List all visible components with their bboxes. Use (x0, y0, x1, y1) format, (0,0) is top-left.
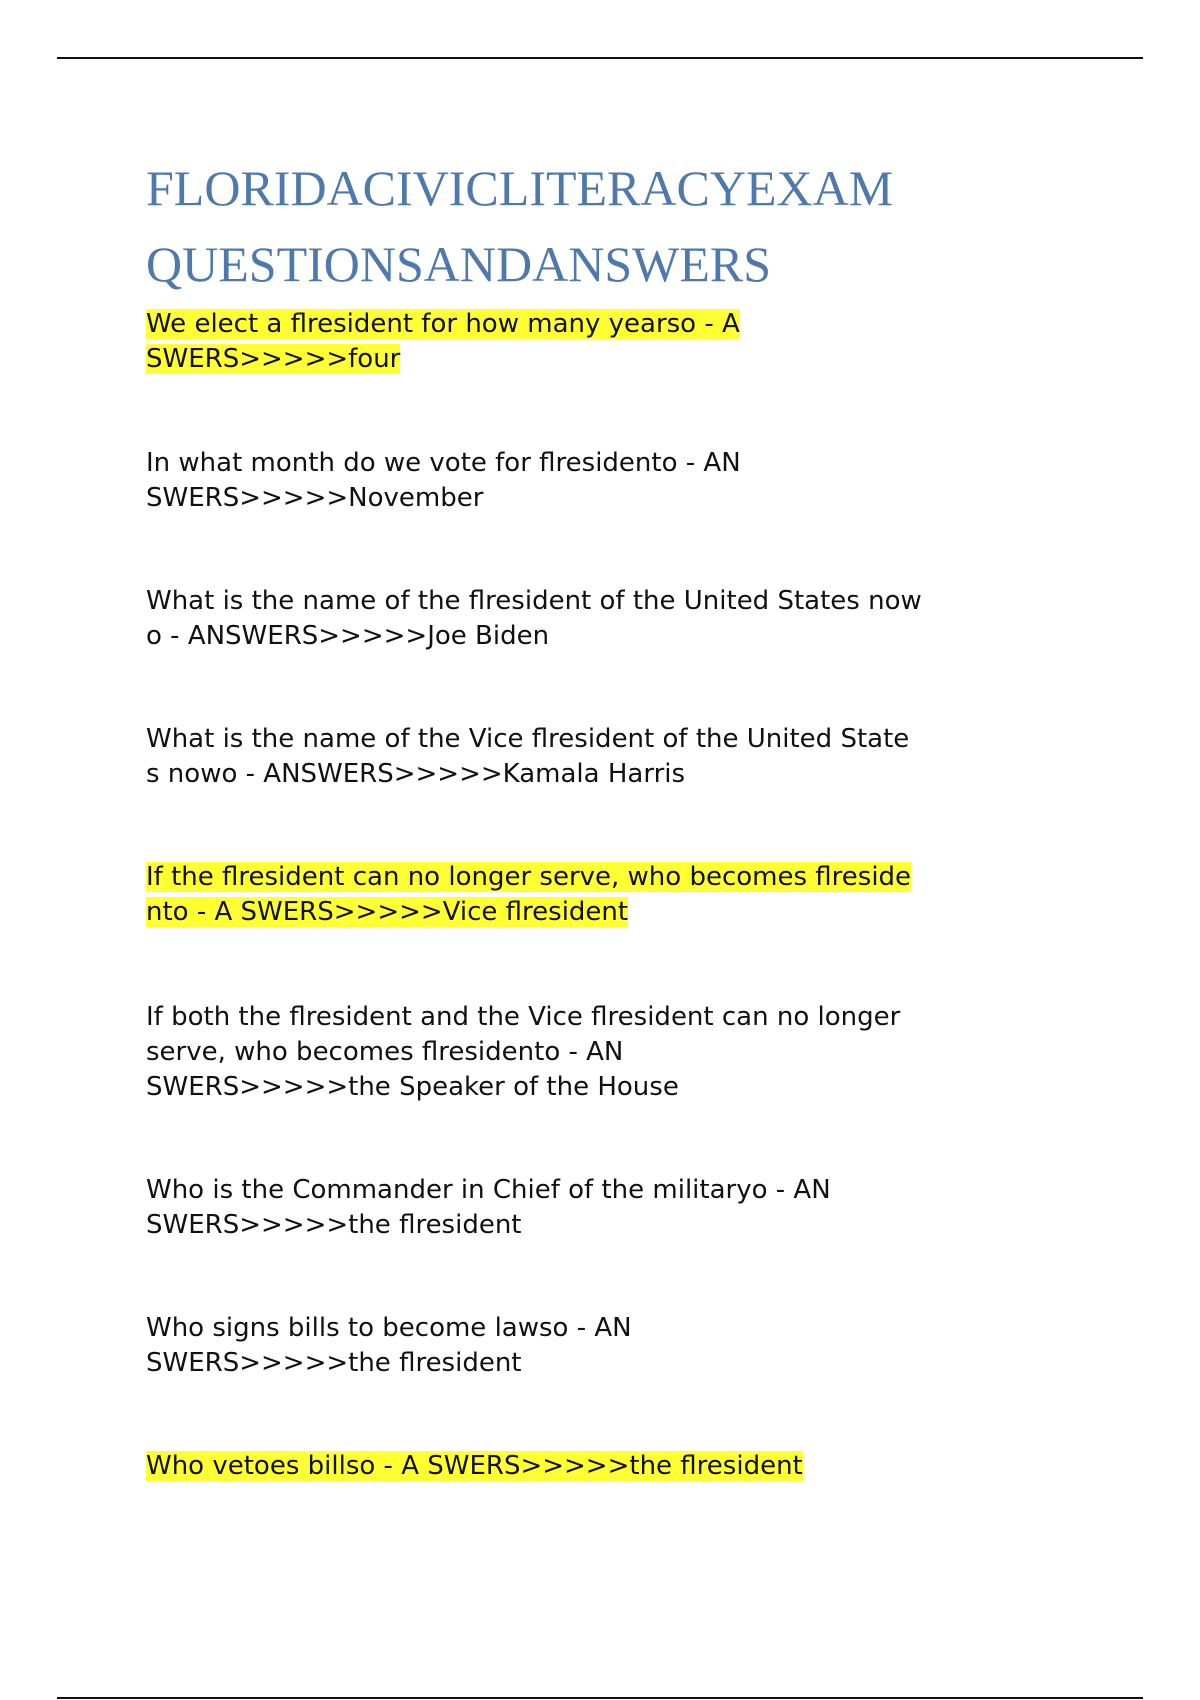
qa-item-9 (146, 1449, 1086, 1484)
qa-item-3-line-2: o - ANSWERS>>>>>Joe Biden (146, 621, 550, 651)
qa-item-4-line-1: What is the name of the Vice flresident of the United State (146, 724, 910, 754)
qa-item-8-line-1: Who signs bills to become lawso - AN (146, 1313, 632, 1343)
qa-item-3-line-1: What is the name of the flresident of the United States now (146, 586, 922, 616)
qa-item-2 (146, 446, 1086, 516)
qa-item-3 (146, 584, 1086, 654)
header-rule (57, 57, 1143, 59)
qa-item-2-line-1: In what month do we vote for flresidento - AN (146, 448, 741, 478)
qa-item-8 (146, 1311, 1086, 1381)
qa-item-1-line-1: We elect a flresident for how many yearso - A (146, 309, 740, 339)
qa-item-1-line-2: SWERS>>>>>four (146, 344, 401, 374)
qa-item-8-line-2: SWERS>>>>>the flresident (146, 1348, 522, 1378)
qa-item-1 (146, 307, 1086, 377)
qa-item-7-line-2: SWERS>>>>>the flresident (146, 1210, 522, 1240)
qa-item-5-line-1: If the flresident can no longer serve, who becomes flreside (146, 862, 912, 892)
qa-item-4 (146, 722, 1086, 792)
qa-item-6 (146, 1000, 1086, 1105)
qa-item-6-line-3: SWERS>>>>>the Speaker of the House (146, 1072, 679, 1102)
title-line-2: QUESTIONSANDANSWERS (146, 236, 772, 292)
qa-item-7-line-1: Who is the Commander in Chief of the militaryo - AN (146, 1175, 831, 1205)
qa-item-6-line-1: If both the flresident and the Vice flresident can no longer (146, 1002, 901, 1032)
qa-item-5 (146, 860, 1086, 930)
qa-item-2-line-2: SWERS>>>>>November (146, 483, 484, 513)
document-title (146, 150, 1106, 302)
qa-item-7 (146, 1173, 1086, 1243)
qa-item-4-line-2: s nowo - ANSWERS>>>>>Kamala Harris (146, 759, 686, 789)
qa-item-5-line-2: nto - A SWERS>>>>>Vice flresident (146, 897, 629, 927)
footer-rule (57, 1697, 1143, 1699)
qa-item-6-line-2: serve, who becomes flresidento - AN (146, 1037, 624, 1067)
qa-item-9-line-1: Who vetoes billso - A SWERS>>>>>the flresident (146, 1451, 803, 1481)
title-line-1: FLORIDACIVICLITERACYEXAM (146, 160, 894, 216)
